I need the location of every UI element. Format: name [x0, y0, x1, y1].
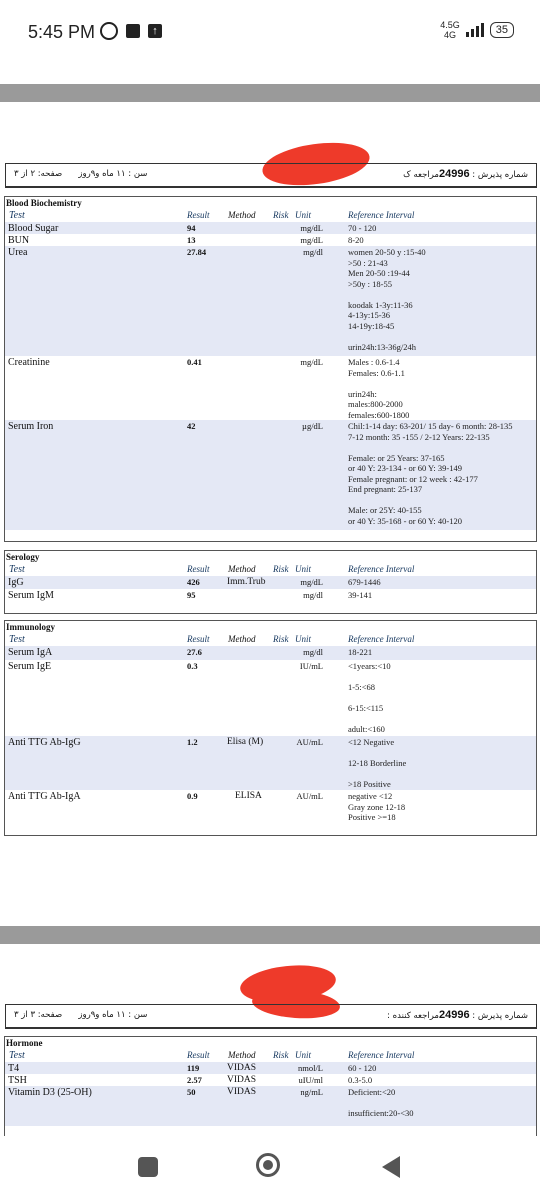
table-row[interactable]: Vitamin D3 (25-OH) 50 VIDAS ng/mL Deficient:<20 insufficient:20-<30: [5, 1086, 536, 1126]
status-time: 5:45 PM: [28, 22, 96, 42]
notification-icon: [126, 24, 140, 38]
recent-apps-icon[interactable]: [138, 1157, 158, 1177]
table-row[interactable]: IgG 426 Imm.Trub mg/dL 679-1446: [5, 576, 536, 589]
section-title: Immunology: [6, 622, 56, 632]
report-header: [5, 1004, 537, 1029]
page-number: صفحه: ۲ از ۳: [14, 169, 63, 179]
table-row[interactable]: Creatinine 0.41 mg/dL Males : 0.6-1.4 Females: 0.6-1.1 urin24h: males:800-2000 females:600-1800: [8, 357, 410, 420]
reception-label: شماره پذیرش :: [472, 1011, 528, 1021]
reception-label: شماره پذیرش :: [472, 170, 528, 180]
page-separator: [0, 926, 540, 944]
table-row[interactable]: Blood Sugar 94 mg/dL 70 - 120: [5, 222, 536, 234]
column-headers: Test Result Method Risk Unit Reference Interval: [9, 1050, 415, 1061]
reception-number: 24996: [438, 1009, 470, 1021]
upload-icon: ↑: [148, 24, 162, 38]
report-page-1[interactable]: [0, 102, 540, 920]
table-row[interactable]: T4 119 VIDAS nmol/L 60 - 120: [5, 1062, 536, 1074]
report-page-2[interactable]: [0, 944, 540, 1136]
system-navigation-bar: [0, 1136, 540, 1200]
table-row[interactable]: Serum Iron 42 µg/dL Chil:1-14 day: 63-201/ 15 day- 6 month: 28-135 7-12 month: 35 -155 / 2-12 Years: 22-135 Female: or 25 Years: 37-165 or 40 Y: 23-134 - or 60 Y: 39-149 Female pregnant: or 12 week : 42-177 End pregnant: 25-137 Male: or 25Y: 40-155 or 40 Y: 35-168 - or 60 Y: 40-120: [5, 420, 536, 530]
section-serology: [4, 550, 537, 614]
section-blood-biochemistry: [4, 196, 537, 542]
battery-icon: 35: [490, 22, 514, 38]
table-row[interactable]: Serum IgA 27.6 mg/dl 18-221: [5, 646, 536, 660]
referrer-label: مراجعه کننده :: [387, 1011, 439, 1021]
table-row[interactable]: Serum IgE 0.3 IU/mL <1years:<10 1-5:<68 6-15:<115 adult:<160: [8, 661, 391, 734]
section-title: Serology: [6, 552, 40, 562]
reception-number: 24996: [438, 168, 470, 180]
alarm-icon: [100, 22, 118, 40]
table-row[interactable]: Serum IgM 95 mg/dl 39-141: [8, 590, 373, 601]
column-headers: Test Result Method Risk Unit Reference Interval: [9, 564, 415, 575]
home-icon[interactable]: [256, 1153, 280, 1177]
section-title: Blood Biochemistry: [6, 198, 82, 208]
table-row[interactable]: Anti TTG Ab-IgA 0.9 ELISA AU/mL negative <12 Gray zone 12-18 Positive >=18: [8, 791, 406, 822]
table-row[interactable]: BUN 13 mg/dL 8-20: [8, 235, 364, 246]
section-title: Hormone: [6, 1038, 43, 1048]
patient-age: سن : ۱۱ ماه و۹روز: [78, 1010, 148, 1020]
patient-age: سن : ۱۱ ماه و۹روز: [78, 169, 148, 179]
page-number: صفحه: ۳ از ۳: [14, 1010, 63, 1020]
table-row[interactable]: Anti TTG Ab-IgG 1.2 Elisa (M) AU/mL <12 Negative 12-18 Borderline >18 Positive: [5, 736, 536, 790]
table-row[interactable]: TSH 2.57 VIDAS uIU/ml 0.3-5.0: [8, 1075, 373, 1086]
column-headers: Test Result Method Risk Unit Reference Interval: [9, 210, 415, 221]
section-hormone: [4, 1036, 537, 1137]
status-bar: [0, 0, 540, 66]
report-header: [5, 163, 537, 188]
table-row[interactable]: Urea 27.84 mg/dl women 20-50 y :15-40 >50 : 21-43 Men 20-50 :19-44 >50y : 18-55 koodak 1-3y:11-36 4-13y:15-36 14-19y:18-45 urin24h:13-36g/24h: [5, 246, 536, 356]
referrer-label: مراجعه ک: [403, 170, 439, 180]
network-type: 4.5G 4G: [440, 20, 460, 40]
page-separator: [0, 84, 540, 102]
back-icon[interactable]: [382, 1156, 400, 1178]
section-immunology: [4, 620, 537, 836]
column-headers: Test Result Method Risk Unit Reference Interval: [9, 634, 415, 645]
signal-icon: [466, 23, 484, 37]
